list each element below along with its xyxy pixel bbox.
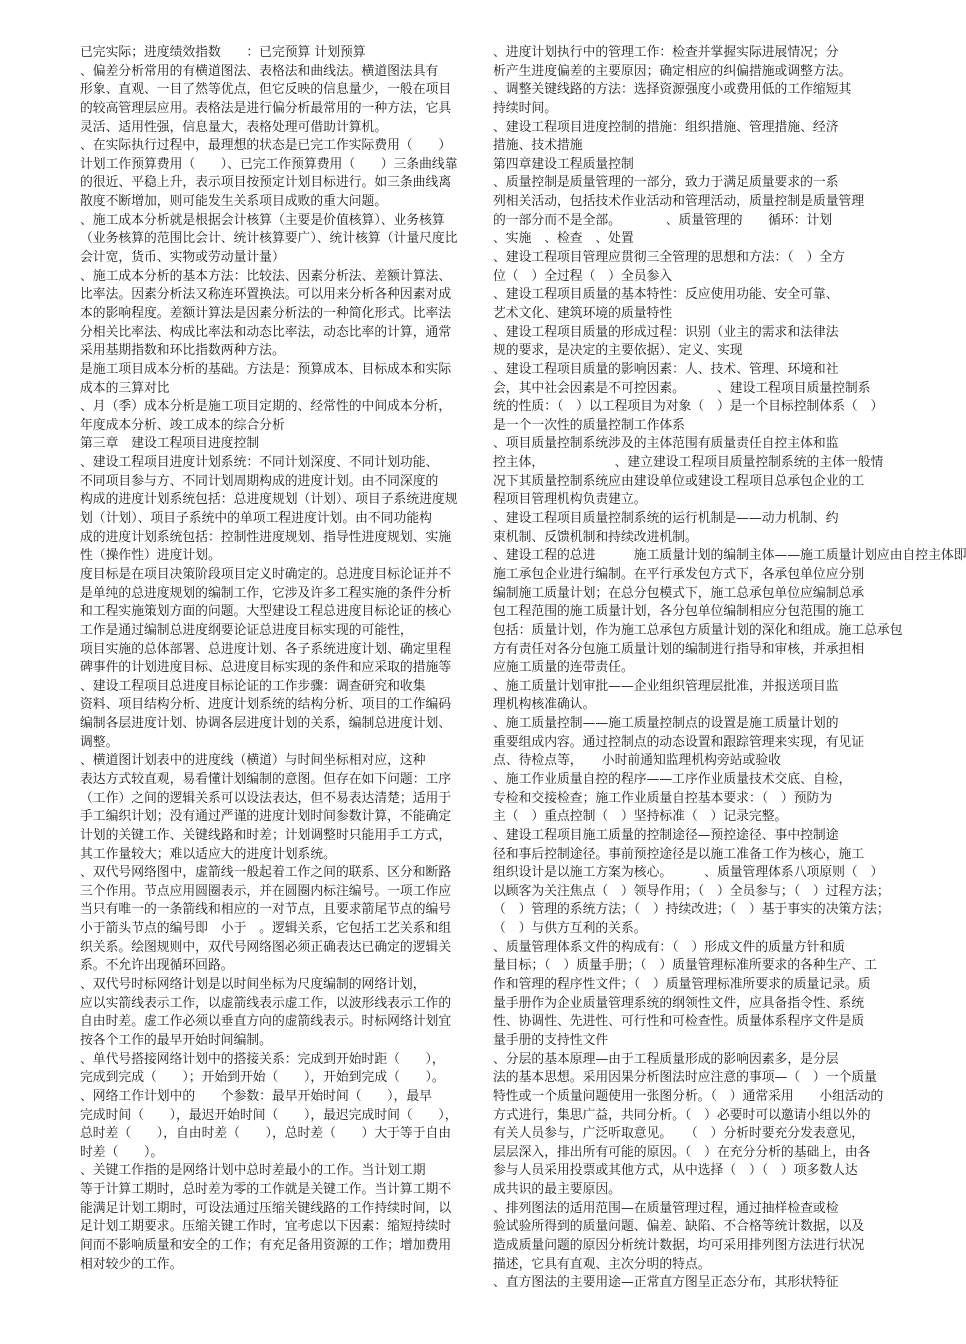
left-text-line: 第三章 建设工程项目进度控制 [80, 436, 260, 452]
right-text-line: 径和事后控制途径。事前预控途径是以施工准备工作为核心，施工 [493, 846, 865, 862]
left-text-line: 、关键工作指的是网络计划中总时差最小的工作。当计划工期 [80, 1163, 426, 1179]
left-text-line: 散度不断增加，则可能发生关系项目成败的重大问题。 [80, 194, 388, 210]
left-column [80, 44, 490, 1274]
left-text-line: 织关系。绘图规则中，双代号网络图必须正确表达已确定的逻辑关 [80, 939, 452, 955]
right-text-line: 列相关活动，包括技术作业活动和管理活动，质量控制是质量管理 [493, 194, 865, 210]
left-text-line: 编制各层进度计划、协调各层进度计划的关系，编制总进度计划、 [80, 716, 452, 732]
left-text-line: 自由时差。虚工作必须以垂直方向的虚箭线表示。时标网络计划宜 [80, 1014, 452, 1030]
right-text-line: 、建设工程项目施工质量的控制途径—预控途径、事中控制途 [493, 827, 839, 843]
left-text-line: 工作是通过编制总进度纲要论证总进度目标实现的可能性， [80, 622, 413, 638]
left-text-line: 计划工作预算费用（ ）、已完工作预算费用（ ）三条曲线靠 [80, 156, 458, 172]
right-text-line: 位（ ）全过程（ ）全员参入 [493, 268, 673, 284]
right-text-line: 层层深入，排出所有可能的原因。（ ）在充分分析的基础上，由各 [493, 1144, 871, 1160]
left-text-line: 足计划工期要求。压缩关键工作时，宜考虑以下因素：缩短持续时 [80, 1219, 452, 1235]
left-text-line: 当只有唯一的一条箭线和相应的一对节点，且要求箭尾节点的编号 [80, 902, 452, 918]
left-text-line: 、建设工程项目总进度目标论证的工作步骤：调查研究和收集 [80, 678, 426, 694]
right-text-line: 艺术文化、建筑环境的质量特性 [493, 305, 673, 321]
left-text-line: 、施工成本分析的基本方法：比较法、因素分析法、差额计算法、 [80, 268, 452, 284]
left-text-line: 年度成本分析、竣工成本的综合分析 [80, 417, 285, 433]
right-text-line: 包工程范围的施工质量计划，各分包单位编制相应分包范围的施工 [493, 604, 865, 620]
right-text-line: 析产生进度偏差的主要原因；确定相应的纠偏措施或调整方法。 [493, 63, 852, 79]
left-text-line: 、月（季）成本分析是施工项目定期的、经常性的中间成本分析， [80, 399, 452, 415]
right-text-line: 、分层的基本原理—由于工程质量形成的影响因素多，是分层 [493, 1051, 839, 1067]
right-text-line: 方式进行，集思广益，共同分析。（ ）必要时可以邀请小组以外的 [493, 1107, 871, 1123]
right-text-line: 、项目质量控制系统涉及的主体范围有质量责任自控主体和监 [493, 436, 839, 452]
left-text-line: 构成的进度计划系统包括：总进度规划（计划）、项目子系统进度规 [80, 492, 458, 508]
left-text-line: 完成时间（ ），最迟开始时间（ ），最迟完成时间（ ）， [80, 1107, 458, 1123]
left-text-line: 相对较少的工作。 [80, 1256, 183, 1272]
right-text-line: 束机制、反馈机制和持续改进机制。 [493, 529, 698, 545]
left-text-line: 资料、项目结构分析、进度计划系统的结构分析、项目的工作编码 [80, 697, 452, 713]
right-text-line: 组织设计是以施工方案为核心。 、质量管理体系八项原则（ ） [493, 865, 884, 881]
right-text-line: 规的要求，是决定的主要依据）、定义、实现 [493, 343, 743, 359]
right-text-line: 、建设工程项目进度控制的措施：组织措施、管理措施、经济 [493, 119, 839, 135]
right-text-line: 施工承包企业进行编制。在平行承发包方式下，各承包单位应分别 [493, 566, 865, 582]
right-text-line: 点、待检点等， 小时前通知监理机构旁站或验收 [493, 753, 781, 769]
right-text-line: 、调整关键线路的方法：选择资源强度小或费用低的工作缩短其 [493, 82, 852, 98]
left-text-line: 是施工项目成本分析的基础。方法是：预算成本、目标成本和实际 [80, 361, 452, 377]
right-text-line: 法的基本思想。采用因果分析图法时应注意的事项—（ ）一个质量 [493, 1070, 877, 1086]
left-text-line: 会计宽，货币、实物或劳动量计量） [80, 250, 285, 266]
right-text-line: 包括：质量计划，作为施工总承包方质量计划的深化和组成。施工总承包 [493, 622, 903, 638]
right-text-line: 控主体， 、建立建设工程项目质量控制系统的主体一般情 [493, 455, 884, 471]
right-text-line: 造成质量问题的原因分析统计数据，均可采用排列图方法进行状况 [493, 1238, 865, 1253]
left-text-line: 的很近、平稳上升，表示项目按预定计划目标进行。如三条曲线离 [80, 175, 452, 191]
right-text-line: 应施工质量的连带责任。 [493, 660, 634, 676]
left-text-line: 不同项目参与方、不同计划周期构成的进度计划。由不同深度的 [80, 473, 439, 489]
left-text-line: 灵活、适用性强，信息量大，表格处理可借助计算机。 [80, 119, 388, 135]
right-text-line: 是一个一次性的质量控制工作体系 [493, 417, 685, 433]
left-text-line: 其工作量较大；难以适应大的进度计划系统。 [80, 846, 336, 862]
right-text-line: 参与人员采用投票或其他方式，从中选择（ ）（ ）项多数人达 [493, 1163, 858, 1179]
left-text-line: （业务核算的范围比会计、统计核算要广）、统计核算（计量尺度比 [80, 231, 458, 247]
left-text-line: 按各个工作的最早开始时间编制。 [80, 1032, 272, 1048]
right-text-line: 统的性质：（ ）以工程项目为对象（ ）是一个目标控制体系（ ） [493, 399, 884, 415]
right-text-line: （ ）与供方互利的关系。 [493, 921, 647, 937]
left-text-line: 、建设工程项目进度计划系统：不同计划深度、不同计划功能、 [80, 455, 439, 471]
left-text-line: 、单代号搭接网络计划中的搭接关系：完成到开始时距（ ）， [80, 1051, 445, 1067]
right-text-line: 、质量管理体系文件的构成有：（ ）形成文件的质量方针和质 [493, 939, 845, 955]
right-text-line: 、建设工程项目管理应贯彻三全管理的思想和方法：（ ）全方 [493, 250, 845, 266]
right-text-line: 重要组成内容。通过控制点的动态设置和跟踪管理来实现，有见证 [493, 734, 865, 750]
left-text-line: （工作）之间的逻辑关系可以设法表达，但不易表达清楚；适用于 [80, 790, 452, 806]
right-text-line: 、建设工程项目质量的形成过程：识别（业主的需求和法律法 [493, 324, 839, 340]
left-text-line: 分相关比率法、构成比率法和动态比率法，动态比率的计算，通常 [80, 324, 452, 340]
left-text-line: 能满足计划工期时，可设法通过压缩关键线路的工作持续时间，以 [80, 1200, 452, 1216]
right-text-line: 、排列图法的适用范围—在质量管理过程，通过抽样检查或检 [493, 1200, 839, 1216]
left-text-line: 碑事件的计划进度目标、总进度目标实现的条件和应采取的措施等 [80, 660, 452, 676]
left-text-line: 表达方式较直观，易看懂计划编制的意图。但存在如下问题：工序 [80, 771, 452, 787]
right-text-line: 、进度计划执行中的管理工作：检查并掌握实际进展情况；分 [493, 45, 839, 60]
right-text-line: 程项目管理机构负责建立。 [493, 492, 647, 508]
right-text-line: 、施工质量计划审批——企业组织管理层批准，并报送项目监 [493, 678, 839, 694]
right-text-line: 特性或一个质量问题使用一张图分析。（ ）通常采用 小组活动的 [493, 1088, 884, 1104]
right-text-line: 措施、技术措施 [493, 138, 583, 154]
left-text-line: 三个作用。节点应用圆圈表示，并在圆圈内标注编号。一项工作应 [80, 883, 452, 899]
right-text-line: 验试验所得到的质量问题、偏差、缺陷、不合格等统计数据，以及 [493, 1219, 865, 1235]
left-text-line: 、横道图计划表中的进度线（横道）与时间坐标相对应，这种 [80, 753, 426, 769]
right-text-line: 、质量控制是质量管理的一部分，致力于满足质量要求的一系 [493, 175, 839, 191]
left-text-line: 成的进度计划系统包括：控制性进度规划、指导性进度规划、实施 [80, 529, 452, 545]
left-text-line: 小于箭头节点的编号即 小于 。逻辑关系，它包括工艺关系和组 [80, 921, 452, 937]
left-text-line: 调整。 [80, 734, 119, 750]
right-text-line: 量目标；（ ）质量手册；（ ）质量管理标准所要求的各种生产、工 [493, 958, 877, 974]
left-text-line: 比率法。因素分析法又称连环置换法。可以用来分析各种因素对成 [80, 287, 452, 303]
right-text-line: 会，其中社会因素是不可控因素。 、建设工程项目质量控制系 [493, 380, 871, 396]
right-text-line: 的一部分而不是全部。 、质量管理的 循环：计划 [493, 212, 833, 228]
left-text-line: 应以实箭线表示工作，以虚箭线表示虚工作，以波形线表示工作的 [80, 995, 452, 1011]
left-text-line: 形象、直观、一目了然等优点，但它反映的信息量少，一般在项目 [80, 82, 452, 98]
right-text-line: 、建设工程的总进 施工质量计划的编制主体——施工质量计划应由自控主体即 [493, 548, 966, 564]
left-text-line: 已完实际；进度绩效指数 ：已完预算 计划预算 [80, 45, 366, 60]
left-text-line: 、施工成本分析就是根据会计核算（主要是价值核算）、业务核算 [80, 212, 445, 228]
right-text-line: 编制施工质量计划；在总分包模式下，施工总承包单位应编制总承 [493, 585, 865, 601]
right-text-line: 、建设工程项目质量的基本特性：反应使用功能、安全可靠、 [493, 287, 839, 303]
right-text-line: 、实施 、检查 、处置 [493, 231, 634, 247]
right-text-line: 、施工作业质量自控的程序——工序作业质量技术交底、自检， [493, 771, 852, 787]
right-text-line: （ ）管理的系统方法；（ ）持续改进；（ ）基于事实的决策方法； [493, 902, 890, 918]
left-text-line: 总时差（ ），自由时差（ ），总时差（ ）大于等于自由 [80, 1126, 452, 1142]
right-text-line: 成共识的最主要原因。 [493, 1182, 621, 1198]
right-text-line: 专检和交接检查；施工作业质量自控基本要求：（ ）预防为 [493, 790, 833, 806]
left-text-line: 的较高管理层应用。表格法是进行偏分析最常用的一种方法，它具 [80, 100, 452, 116]
left-text-line: 是单纯的总进度规划的编制工作，它涉及许多工程实施的条件分析 [80, 585, 452, 601]
left-text-line: 度目标是在项目决策阶段项目定义时确定的。总进度目标论证并不 [80, 566, 452, 582]
left-text-line: 手工编织计划；没有通过严谨的进度计划时间参数计算，不能确定 [80, 809, 452, 825]
left-text-line: 时差（ ）。 [80, 1144, 164, 1160]
left-text-line: 成本的三算对比 [80, 380, 170, 396]
left-text-line: 采用基期指数和环比指数两种方法。 [80, 343, 285, 359]
right-text-line: 、建设工程项目质量控制系统的运行机制是——动力机制、约 [493, 511, 839, 527]
left-text-line: 完成到完成（ ）；开始到开始（ ），开始到完成（ ）。 [80, 1070, 445, 1086]
left-text-line: 、双代号网络图中，虚箭线一般起着工作之间的联系、区分和断路 [80, 865, 452, 881]
left-text-line: 性（操作性）进度计划。 [80, 548, 221, 564]
right-text-line: 性、协调性、先进性、可行性和可检查性。质量体系程序文件是质 [493, 1014, 865, 1030]
right-text-line: 有关人员参与，广泛听取意见。 （ ）分析时要充分发表意见， [493, 1126, 865, 1142]
left-text-line: 、在实际执行过程中，最理想的状态是已完工作实际费用（ ） [80, 138, 452, 154]
right-text-line: 方有责任对各分包施工质量计划的编制进行指导和审核，并承担相 [493, 641, 865, 657]
left-text-line: 间而不影响质量和安全的工作；有充足备用资源的工作；增加费用 [80, 1238, 452, 1253]
right-text-line: 作和管理的程序性文件；（ ）质量管理标准所要求的质量记录。质 [493, 977, 871, 993]
right-text-line: 、建设工程项目质量的影响因素：人、技术、管理、环境和社 [493, 361, 839, 377]
right-text-line: 、施工质量控制——施工质量控制点的设置是施工质量计划的 [493, 716, 839, 732]
right-text-line: 第四章建设工程质量控制 [493, 156, 634, 172]
right-column [493, 44, 966, 1293]
left-text-line: 等于计算工期时，总时差为零的工作就是关键工作。当计算工期不 [80, 1182, 452, 1198]
left-text-line: 和工程实施策划方面的问题。大型建设工程总进度目标论证的核心 [80, 604, 452, 620]
left-text-line: 、偏差分析常用的有横道图法、表格法和曲线法。横道图法具有 [80, 63, 439, 79]
left-text-line: 、网络工作计划中的 个参数：最早开始时间（ ），最早 [80, 1088, 432, 1104]
left-text-line: 划（计划）、项目子系统中的单项工程进度计划。由不同功能构 [80, 511, 432, 527]
left-text-line: 系。不允许出现循环回路。 [80, 958, 234, 974]
right-text-line: 量手册的支持性文件 [493, 1032, 609, 1048]
right-text-line: 量手册作为企业质量管理系统的纲领性文件，应具备指令性、系统 [493, 995, 865, 1011]
right-text-line: 况下其质量控制系统应由建设单位或建设工程项目总承包企业的工 [493, 473, 865, 489]
right-text-line: 持续时间。 [493, 100, 557, 116]
right-text-line: 主（ ）重点控制（ ）坚持标准（ ）记录完整。 [493, 809, 788, 825]
left-text-line: 项目实施的总体部署、总进度计划、各子系统进度计划、确定里程 [80, 641, 452, 657]
right-text-line: 、直方图法的主要用途—正常直方图呈正态分布，其形状特征 [493, 1275, 839, 1291]
left-text-line: 、双代号时标网络计划是以时间坐标为尺度编制的网络计划， [80, 977, 426, 993]
left-text-line: 计划的关键工作、关键线路和时差；计划调整时只能用手工方式， [80, 827, 452, 843]
right-text-line: 描述，它具有直观、主次分明的特点。 [493, 1256, 711, 1272]
right-text-line: 以顾客为关注焦点（ ）领导作用；（ ）全员参与；（ ）过程方法； [493, 883, 890, 899]
right-text-line: 理机构核准确认。 [493, 697, 596, 713]
left-text-line: 本的影响程度。差额计算法是因素分析法的一种简化形式。比率法 [80, 305, 452, 321]
